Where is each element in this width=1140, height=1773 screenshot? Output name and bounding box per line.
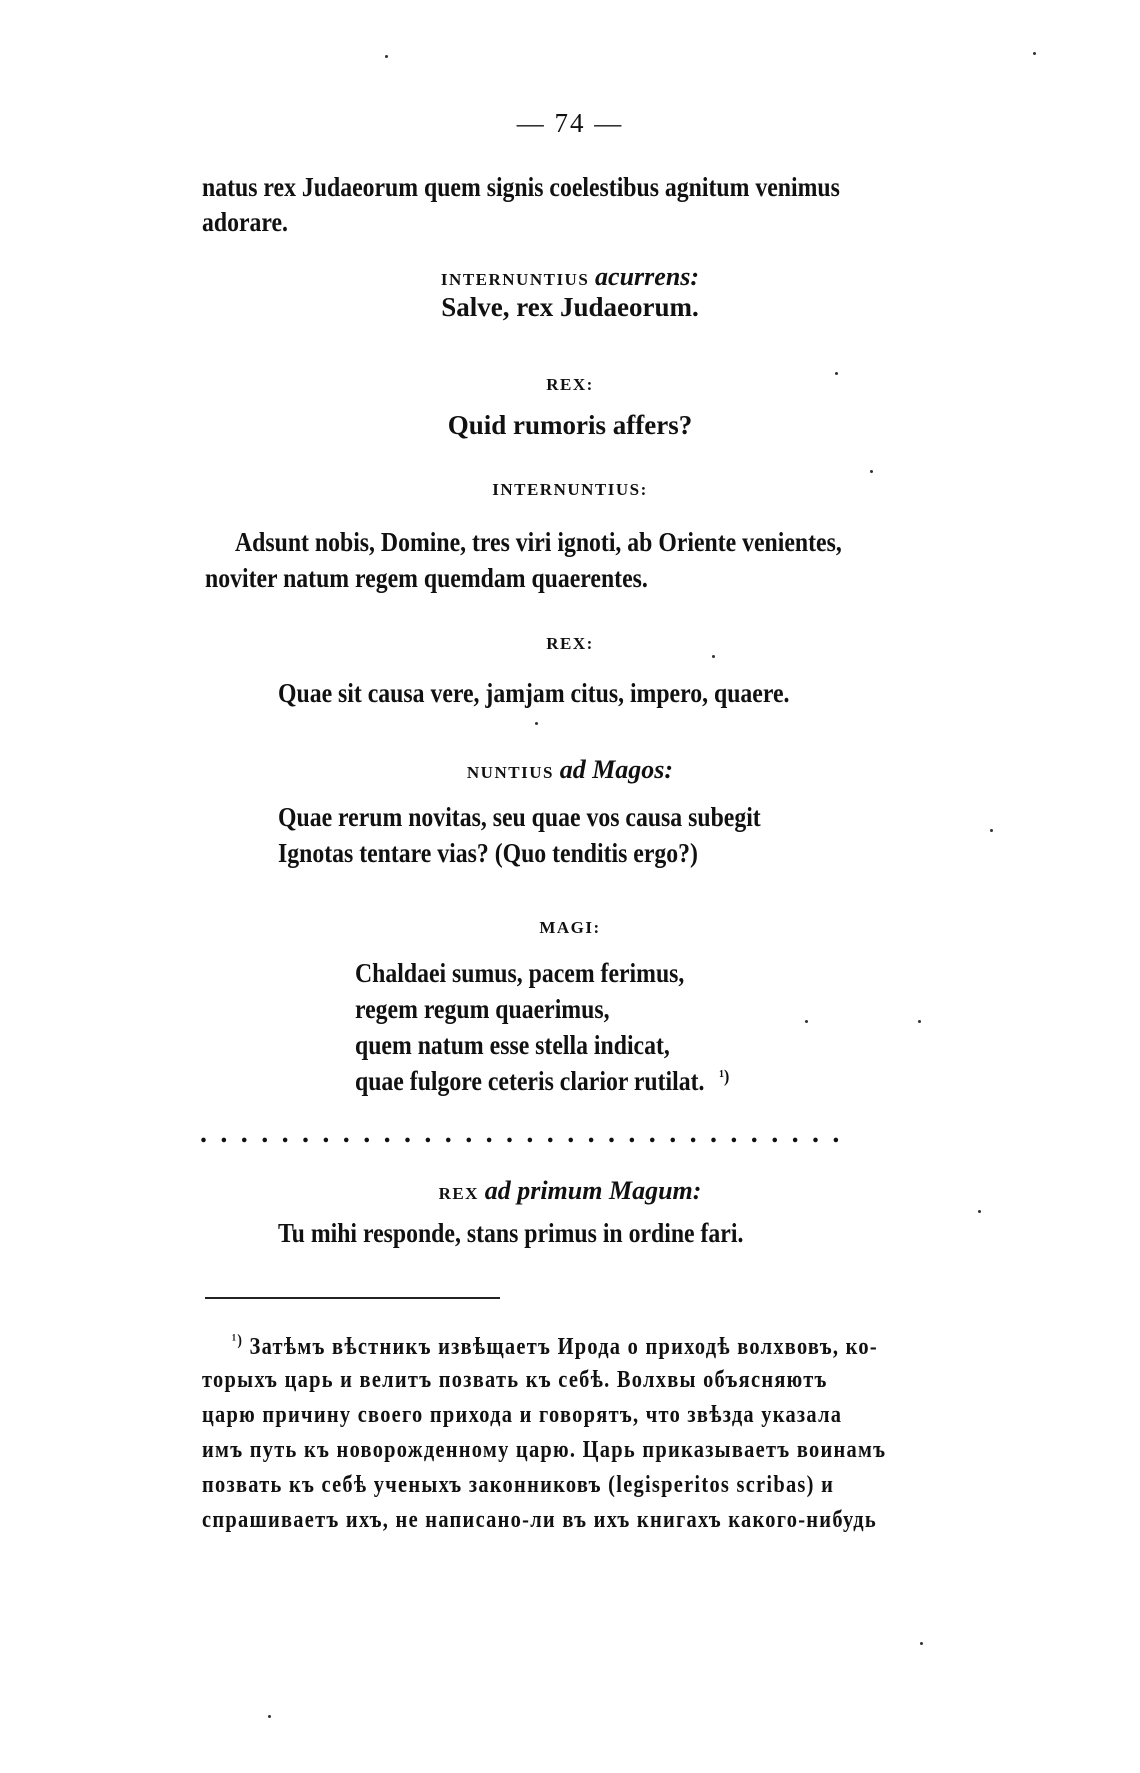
speaker-name: INTERNUNTIUS [440, 270, 590, 289]
speaker-magi: MAGI: [539, 918, 601, 937]
scan-speck [918, 1020, 921, 1023]
text-line-11: regem regum quaerimus, [355, 994, 610, 1024]
scan-speck [385, 55, 388, 58]
footnote-line-2: торыхъ царь и велитъ позвать къ себѣ. Волхвы объясняютъ [202, 1367, 828, 1393]
footnote-line-3: царю причину своего прихода и говорятъ, что звѣзда указала [202, 1402, 843, 1428]
stage-direction: ad primum Magum: [484, 1176, 702, 1205]
verse-text: quae fulgore ceteris clarior rutilat. [355, 1066, 705, 1096]
speaker-rex-ad-primum-magum [0, 1176, 1140, 1206]
ellipsis-dots: ................................ [200, 1118, 853, 1149]
scan-speck [805, 1020, 808, 1023]
text-line-9: Ignotas tentare vias? (Quo tenditis ergo?) [278, 838, 698, 868]
footnote-text: Затѣмъ вѣстникъ извѣщаетъ Ирода о приходѣ волхвовъ, ко- [249, 1334, 878, 1360]
text-line-7: Quae sit causa vere, jamjam citus, impero, quaere. [278, 678, 790, 708]
scan-speck [535, 722, 538, 725]
speaker-rex-1: REX: [546, 375, 594, 394]
text-line-12: quem natum esse stella indicat, [355, 1030, 670, 1060]
scan-speck [978, 1210, 981, 1213]
text-line-3: Salve, rex Judaeorum. [441, 292, 699, 322]
page-number: — 74 — [516, 108, 624, 138]
speaker-internuntius: INTERNUNTIUS: [492, 480, 648, 499]
footnote-divider [205, 1297, 500, 1299]
text-line-6: noviter natum regem quemdam quaerentes. [205, 563, 648, 593]
footnote-line-1 [232, 1332, 878, 1361]
scan-speck [990, 829, 993, 832]
text-line-1: natus rex Judaeorum quem signis coelestibus agnitum venimus [202, 172, 840, 202]
text-line-5: Adsunt nobis, Domine, tres viri ignoti, ab Oriente venientes, [235, 527, 842, 557]
speaker-name: NUNTIUS [466, 763, 554, 782]
speaker-name: REX [438, 1184, 479, 1203]
scan-speck [268, 1715, 271, 1718]
text-line-10: Chaldaei sumus, pacem ferimus, [355, 958, 685, 988]
speaker-rex-2: REX: [546, 634, 594, 653]
scan-speck [835, 372, 838, 375]
footnote-line-5: позвать къ себѣ ученыхъ законниковъ (legisperitos scribas) и [202, 1472, 835, 1498]
text-line-8: Quae rerum novitas, seu quae vos causa subegit [278, 802, 761, 832]
footnote-line-4: имъ путь къ новорожденному царю. Царь приказываетъ воинамъ [202, 1437, 887, 1463]
stage-direction: acurrens: [595, 262, 700, 291]
text-line-2: adorare. [202, 207, 289, 237]
speaker-internuntius-acurrens [0, 262, 1140, 292]
scan-speck [1033, 52, 1036, 55]
scan-speck [712, 655, 715, 658]
text-line-14: Tu mihi responde, stans primus in ordine fari. [278, 1218, 744, 1248]
scan-speck [920, 1642, 923, 1645]
text-line-4: Quid rumoris affers? [447, 410, 693, 440]
footnote-reference: ¹) [719, 1066, 730, 1086]
footnote-line-6: спрашиваетъ ихъ, не написано-ли въ ихъ книгахъ какого-нибудь [202, 1507, 877, 1533]
text-line-13 [355, 1066, 729, 1097]
stage-direction: ad Magos: [559, 755, 674, 784]
speaker-nuntius-ad-magos [0, 755, 1140, 785]
scan-speck [870, 470, 873, 473]
footnote-marker: ¹) [232, 1332, 244, 1349]
